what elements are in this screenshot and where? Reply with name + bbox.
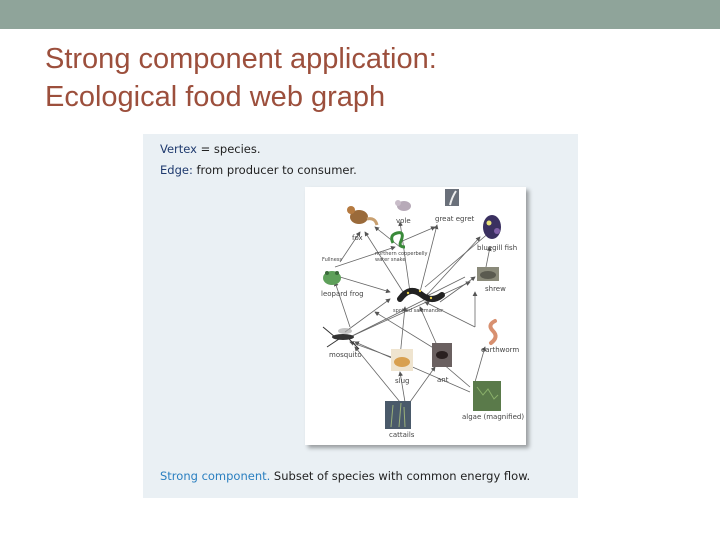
food-web-graph <box>305 187 526 445</box>
species-label-bluegill: bluegill fish <box>477 244 518 252</box>
slide-title-line-2: Ecological food web graph <box>45 81 386 113</box>
species-label-water-snake: northern copperbelly water snake <box>375 251 428 263</box>
species-label-ant: ant <box>437 376 449 384</box>
species-label-mosquito: mosquito <box>329 351 362 359</box>
edge-text: from producer to consumer. <box>192 163 357 177</box>
worm-icon <box>490 321 495 343</box>
fox-icon <box>347 206 377 225</box>
species-label-leopard-frog: leopard frog <box>321 290 364 298</box>
shrew-icon <box>477 267 499 281</box>
slide-title-line-1: Strong component application: <box>45 43 437 75</box>
frog-tag: Fullness <box>322 257 343 263</box>
ant-icon <box>432 343 452 367</box>
slide-title <box>45 40 685 116</box>
algae-icon <box>473 381 501 411</box>
strong-component-definition <box>160 469 530 483</box>
strong-component-text: Subset of species with common energy flow. <box>270 469 531 483</box>
top-accent-bar <box>0 0 720 29</box>
cattails-icon <box>385 401 411 429</box>
species-label-slug: slug <box>395 377 410 385</box>
species-label-shrew: shrew <box>485 285 506 293</box>
species-label-earthworm: earthworm <box>481 346 520 354</box>
slug-icon <box>391 349 413 371</box>
vertex-term: Vertex <box>160 142 197 156</box>
food-web-card <box>305 187 526 445</box>
fish-icon <box>483 215 501 239</box>
species-label-vole: vole <box>396 217 411 225</box>
edge-definition <box>160 163 357 177</box>
strong-component-term: Strong component. <box>160 469 271 483</box>
egret-icon <box>445 189 459 206</box>
mosquito-icon <box>323 327 359 349</box>
vertex-definition <box>160 142 261 156</box>
species-label-algae: algae (magnified) <box>462 413 525 421</box>
species-label-fox: fox <box>352 234 363 242</box>
vertex-text: = species. <box>196 142 261 156</box>
edge-term: Edge: <box>160 163 193 177</box>
species-label-salamander: spotted salamander <box>393 308 444 314</box>
vole-icon <box>395 200 411 211</box>
species-label-cattails: cattails <box>389 431 415 439</box>
frog-icon <box>323 271 341 285</box>
species-label-great-egret: great egret <box>435 215 475 223</box>
